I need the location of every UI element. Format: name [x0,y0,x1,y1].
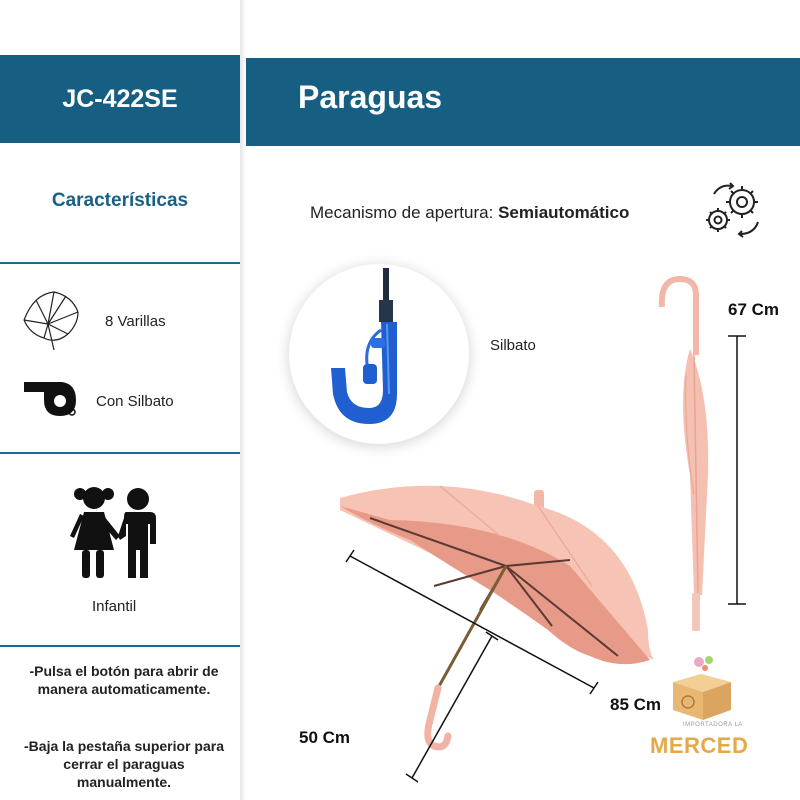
mechanism-text [310,203,629,223]
children-icon [68,484,168,582]
feature-ribs-label: 8 Varillas [105,313,166,330]
product-code-header [0,55,240,143]
product-code: JC-422SE [62,84,178,113]
divider [0,645,240,647]
brand-name: MERCED [650,733,749,758]
whistle-label: Silbato [490,337,536,354]
brand-logo-box-icon [665,652,737,722]
divider [0,262,240,264]
characteristics-title: Características [51,190,189,211]
brand-small-text: IMPORTADORA LA [683,722,743,728]
audience-label: Infantil [92,598,137,615]
open-umbrella-image [330,470,670,790]
closed-length-dimension-line [726,334,748,606]
umbrella-outline-icon [20,290,80,352]
canopy-diameter-label: 85 Cm [610,695,662,714]
instruction-close: -Baja la pestaña superior para cerrar el paraguas manualmente. [24,738,224,790]
mechanism-label: Mecanismo de apertura: [310,203,494,222]
divider [0,452,240,454]
whistle-handle-closeup [289,264,469,444]
product-name: Paraguas [298,79,443,115]
instruction-open: -Pulsa el botón para abrir de manera automaticamente. [29,663,219,697]
whistle-icon [22,378,78,418]
closed-length-label: 67 Cm [728,300,780,319]
mechanism-value: Semiautomático [498,203,630,222]
left-column [0,0,240,800]
gears-icon [700,180,764,240]
product-name-header [246,58,800,146]
shaft-length-label: 50 Cm [299,728,351,747]
feature-whistle-label: Con Silbato [96,393,174,410]
